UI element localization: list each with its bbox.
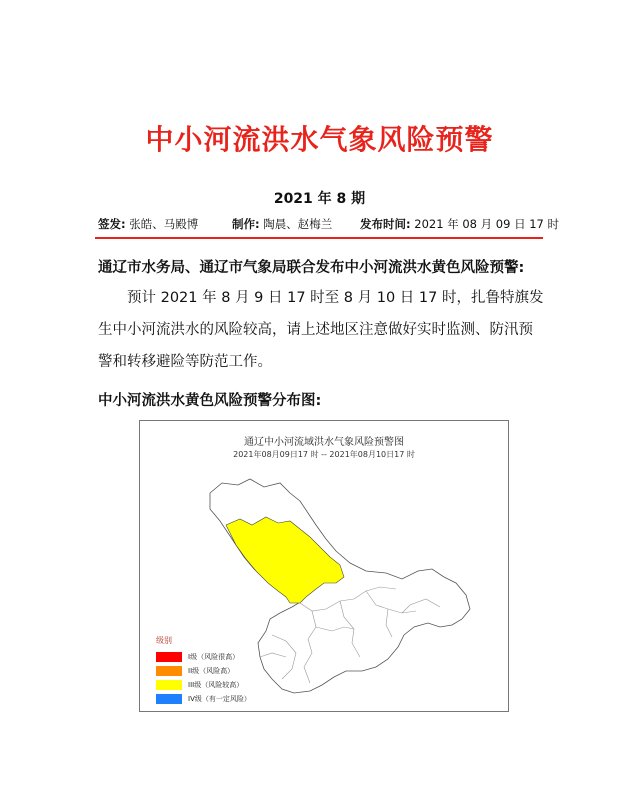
maker-value: 陶晨、赵梅兰 — [263, 217, 333, 231]
legend-swatch — [156, 652, 182, 662]
map-legend — [156, 635, 251, 706]
red-divider — [95, 237, 543, 239]
publish-time — [360, 216, 559, 232]
warning-map — [139, 420, 509, 712]
map-heading: 中小河流洪水黄色风险预警分布图: — [98, 393, 322, 409]
legend-label: II级（风险高） — [188, 667, 235, 675]
legend-item — [156, 650, 251, 664]
legend-label: III级（风险较高） — [188, 681, 244, 689]
legend-swatch — [156, 694, 182, 704]
maker — [232, 216, 332, 232]
issue-number: 2021 年 8 期 — [273, 191, 366, 207]
legend-title: 级别 — [156, 636, 172, 645]
publish-time-label: 发布时间: — [360, 217, 411, 231]
page-title: 中小河流洪水气象风险预警 — [145, 123, 494, 156]
signer — [98, 216, 198, 232]
announcement-heading: 通辽市水务局、通辽市气象局联合发布中小河流洪水黄色风险预警: — [98, 260, 525, 276]
paragraph-line-2: 生中小河流洪水的风险较高，请上述地区注意做好实时监测、防汛预 — [98, 322, 533, 338]
map-subtitle: 2021年08月09日17 时 -- 2021年08月10日17 时 — [233, 450, 415, 459]
warning-paragraph — [98, 282, 543, 378]
signer-value: 张皓、马殿博 — [129, 217, 199, 231]
legend-swatch — [156, 680, 182, 690]
legend-item — [156, 692, 251, 706]
legend-item — [156, 664, 251, 678]
legend-swatch — [156, 666, 182, 676]
paragraph-line-3: 警和转移避险等防范工作。 — [98, 354, 272, 370]
maker-label: 制作: — [232, 217, 260, 231]
legend-label: IV级（有一定风险） — [188, 695, 251, 703]
legend-item — [156, 678, 251, 692]
paragraph-line-1: 预计 2021 年 8 月 9 日 17 时至 8 月 10 日 17 时，扎鲁特旗发 — [127, 290, 544, 306]
map-title: 通辽中小河流域洪水气象风险预警图 — [244, 437, 404, 448]
signer-label: 签发: — [98, 217, 126, 231]
legend-label: I级（风险很高） — [188, 653, 240, 661]
publish-time-value: 2021 年 08 月 09 日 17 时 — [414, 217, 560, 231]
